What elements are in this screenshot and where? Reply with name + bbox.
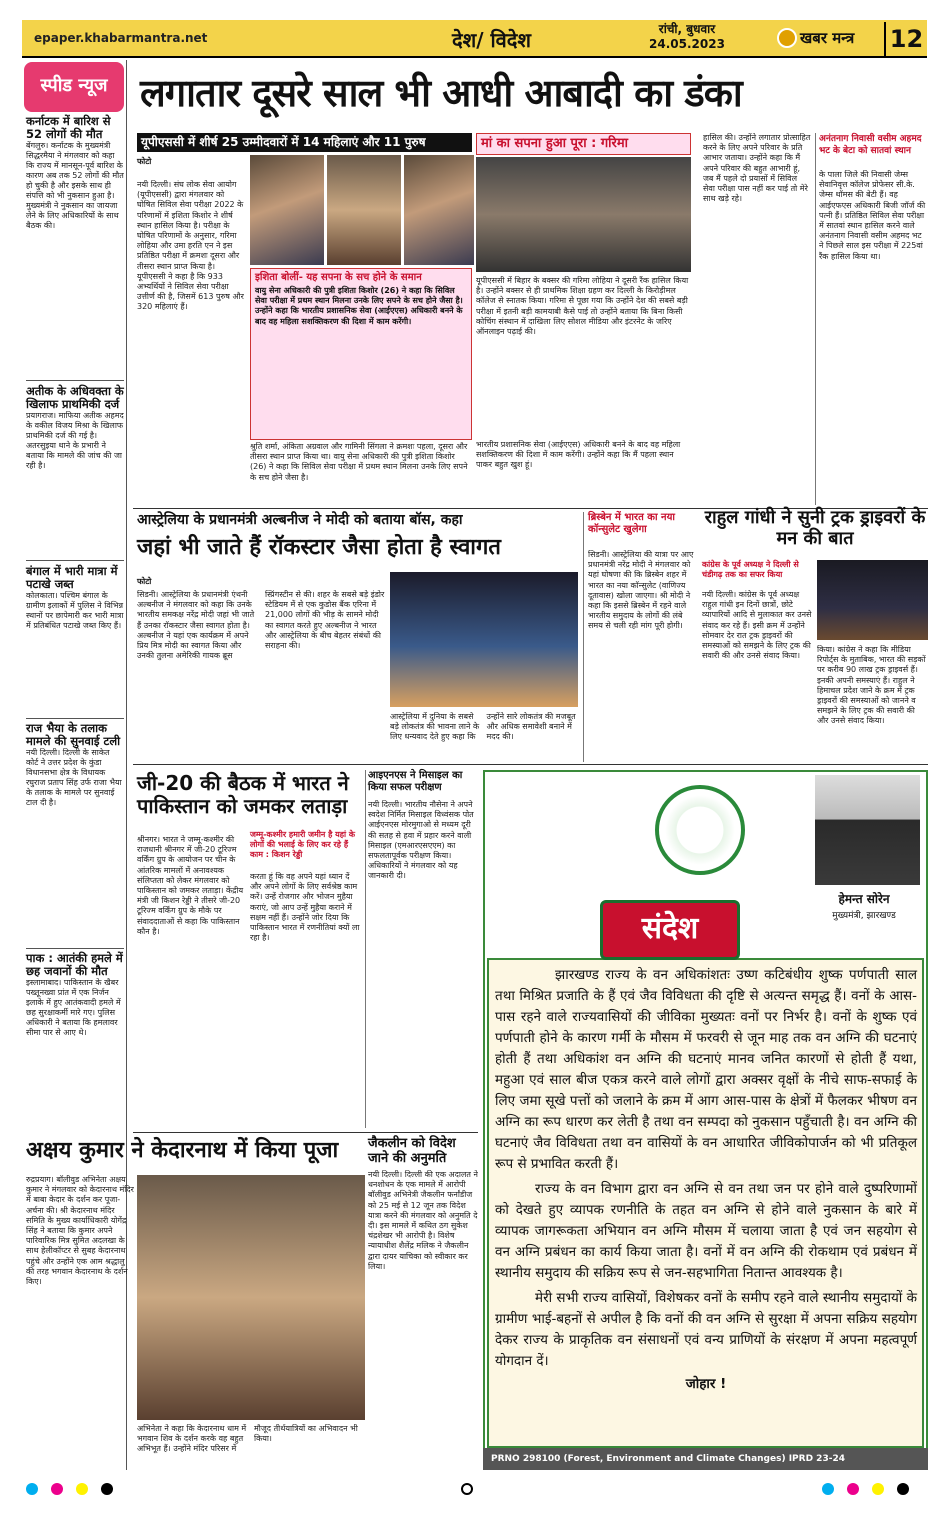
akshay-headline[interactable]: अक्षय कुमार ने केदारनाथ में किया पूजा: [26, 1138, 339, 1163]
sidebar-story-title: राज भैया के तलाक मामले की सुनवाई टली: [26, 721, 121, 748]
topper-photo-3: [404, 155, 474, 265]
modi-albanese-photo: [390, 572, 578, 707]
akshay-photo: [137, 1175, 365, 1420]
quote-title: इशिता बोलीं- यह सपना के सच होने के समान: [255, 272, 422, 283]
albanese-text: सिडनी। आस्ट्रेलिया के प्रधानमंत्री एंथनी अल्बनीज ने मंगलवार को कहा कि उनके भारतीय समकक्ष नरेंद्र मोदी जहां भी जाते हैं उनका रॉकस्टार जैसा स्वागत होता है। अल्बनीज ने यहां एक कार्यक्रम में अपने प्रिय मित्र मोदी का स्वागत किया और उनकी तुलना अमेरिकी गायक ब्रूस स्प्रिंगस्टीन से की। शहर के सबसे बड़े इंडोर स्टेडियम में से एक कुडोस बैंक एरिना में 21,000 लोगों की भीड़ के सामने मोदी का स्वागत करते हुए अल्बनीज ने भारत और आस्ट्रेलिया के बीच बेहतर संबंधों की सराहना की।: [137, 590, 385, 661]
yellow-dot-icon: [872, 1483, 884, 1495]
magenta-dot-icon: [51, 1483, 63, 1495]
rahul-text: नयी दिल्ली। कांग्रेस के पूर्व अध्यक्ष राहुल गांधी इन दिनों छात्रों, छोटे व्यापारियों आदि से मुलाकात कर उनसे संवाद कर रहे हैं। इसी क्रम में उन्होंने सोमवार देर रात ट्रक ड्राइवरों की समस्याओं को समझने के लिए ट्रक की सवारी की और उनसे संवाद किया।: [702, 590, 812, 661]
photo-label: फोटो: [137, 577, 152, 586]
brisbane-title: ब्रिस्बेन में भारत का नया कॉन्सुलेट खुलेगा: [588, 512, 675, 535]
rahul-headline[interactable]: राहुल गांधी ने सुनी ट्रक ड्राइवरों के मन की बात: [704, 507, 926, 549]
photo-label: फोटो: [137, 157, 152, 166]
rahul-text-2: किया। कांग्रेस ने कहा कि मीडिया रिपोर्ट्स के मुताबिक, भारत की सड़कों पर करीब 90 लाख ट्रक ड्राइवर्स हैं। इनकी अपनी समस्याएं हैं। राहुल ने हिमाचल प्रदेश जाने के क्रम में ट्रक ड्राइवरों की समस्याओं को जानने व समझने के लिए ट्रक की सवारी की और उनसे संवाद किया।: [817, 645, 926, 726]
message-signoff: जोहार !: [685, 1376, 727, 1392]
divider: [26, 718, 124, 719]
g20-headline[interactable]: जी-20 की बैठक में भारत ने पाकिस्तान को जमकर लताड़ा: [137, 771, 349, 818]
ins-text: नयी दिल्ली। भारतीय नौसेना ने अपने स्वदेश निर्मित मिसाइल विध्वंसक पोत आईएनएस मोरमुगाओ से मध्यम दूरी की सतह से हवा में प्रहार करने वाली मिसाइल (एमआरएसएएम) का सफलतापूर्वक परीक्षण किया। अधिकारियों ने मंगलवार को यह जानकारी दी।: [368, 800, 474, 881]
city-day: रांची, बुधवार: [658, 22, 716, 36]
brand-logo-icon: [777, 28, 797, 48]
lead-body-more: श्रुति शर्मा, अंकिता अग्रवाल और गामिनी सिंगला ने क्रमशः पहला, दूसरा और तीसरा स्थान प्राप्त किया था। वायु सेना अधिकारी की पुत्री इशिता किशोर (26) ने कहा कि सिविल सेवा परीक्षा में प्रथम स्थान मिलना उनके लिए सपने के सच होने जैसा है।: [250, 442, 468, 482]
divider: [133, 1132, 478, 1133]
jacqueline-title: जैकलीन को विदेश जाने की अनुमति: [368, 1136, 456, 1166]
dateline: [642, 22, 732, 52]
message-para-2: राज्य के वन विभाग द्वारा वन अग्नि से वन तथा जन पर होने वाले दुष्परिणामों को देखते हुए व्यापक रणनीति के तहत वन अग्नि से होने वाले नुकसान के बारे में व्यापक जागरूकता अभियान वन अग्नि मौसम में चलाया जाता है एवं जन सहयोग से वन अग्नि प्रबंधन का कार्य किया जाता है। वनों में वन अग्नि की रोकथाम एवं प्रबंधन में स्थानीय समुदाय की सक्रिय रूप से जन-सहभागिता नितान्त आवश्यक है।: [495, 1181, 917, 1281]
message-body: [495, 965, 917, 1395]
sidebar-story-text: इस्लामाबाद। पाकिस्तान के खैबर पख्तूनख्वा प्रांत में एक निर्जन इलाके में हुए आतंकवादी हमले में छह सुरक्षाकर्मी मारे गए। पुलिस अधिकारी ने बताया कि हमलावर सीमा पार से आए थे।: [26, 978, 121, 1037]
message-badge: संदेश: [600, 900, 740, 960]
minister-name: हेमन्त सोरेन: [838, 892, 890, 906]
sidebar-story-4: [26, 722, 124, 928]
divider: [583, 512, 584, 762]
message-para-3: मेरी सभी राज्य वासियों, विशेषकर वनों के समीप रहने वाले स्थानीय समुदायों के ग्रामीण भाई-बहनों से अपील है कि वनों की वन अग्नि से सुरक्षा में अपना सक्रिय सहयोग देकर राज्य के प्राकृतिक वन संसाधनों एवं वन्य प्राणियों के संरक्षण में अपना महत्वपूर्ण योगदान दें।: [495, 1290, 917, 1369]
sidebar-story-title: अतीक के अधिवक्ता के खिलाफ प्राथमिकी दर्ज: [26, 384, 124, 411]
divider: [133, 764, 928, 765]
right-top-text: हासिल की। उन्होंने लगातार प्रोत्साहित करने के लिए अपने परिवार के प्रति आभार जताया। उन्होंने कहा कि मैं अपने परिवार की बहुत आभारी हूं, जब मैं पहले दो प्रयासों में सिविल सेवा परीक्षा पास नहीं कर पाई तो मेरे साथ खड़े रहे।: [703, 133, 811, 204]
divider: [26, 380, 124, 381]
sidebar-story-title: बंगाल में भारी मात्रा में पटाखे जब्त: [26, 564, 118, 591]
ins-title: आइएनएस ने मिसाइल का किया सफल परीक्षण: [368, 770, 463, 793]
divider: [365, 770, 366, 1128]
sidebar-story-text: कोलकाता। पश्चिम बंगाल के ग्रामीण इलाकों में पुलिस ने विभिन्न स्थानों पर छापेमारी कर भारी मात्रा में प्रतिबंधित पटाखे जब्त किए हैं।: [26, 591, 124, 630]
brand-name: खबर मन्त्र: [800, 29, 855, 47]
lead-headline[interactable]: लगातार दूसरे साल भी आधी आबादी का डंका: [140, 71, 742, 115]
albanese-kicker: आस्ट्रेलिया के प्रधानमंत्री अल्बनीज ने मोदी को बताया बॉस, कहा: [137, 512, 463, 528]
lead-body: नयी दिल्ली। संघ लोक सेवा आयोग (यूपीएससी) द्वारा मंगलवार को घोषित सिविल सेवा परीक्षा 2022 के परिणामों में इशिता किशोर ने शीर्ष स्थान हासिल किया है। परीक्षा के घोषित परिणामों के अनुसार, गरिमा लोहिया और उमा हरति एन ने इस प्रतिष्ठित परीक्षा में क्रमशः दूसरा और तीसरा स्थान प्राप्त किया है। यूपीएससी ने कहा है कि 933 अभ्यर्थियों ने सिविल सेवा परीक्षा उत्तीर्ण की है, जिसमें 613 पुरुष और 320 महिलाएं हैं।: [137, 180, 244, 312]
topper-photo-1: [250, 155, 324, 265]
divider: [815, 133, 816, 505]
sidebar-story-3: [26, 565, 124, 691]
cyan-dot-icon: [26, 1483, 38, 1495]
garima-photo: [476, 157, 691, 272]
divider: [26, 560, 124, 561]
crosshair-icon: [461, 1483, 473, 1495]
akshay-text: रुद्रप्रयाग। बॉलीवुड अभिनेता अक्षय कुमार ने मंगलवार को केदारनाथ मंदिर में बाबा केदार के दर्शन कर पूजा-अर्चना की। श्री केदारनाथ मंदिर समिति के मुख्य कार्याधिकारी योगेंद्र सिंह ने बताया कि कुमार अपने पारिवारिक मित्र सुमित अदलखा के साथ हेलीकॉप्टर से सुबह केदारनाथ पहुंचे और उन्होंने एक आम श्रद्धालु की तरह भगवान केदारनाथ के दर्शन किए।: [26, 1175, 134, 1287]
print-registration-marks: [22, 1480, 927, 1498]
right-top-text-2: के पाला जिले की निवासी जेम्स सेवानिवृत्त कॉलेज प्रोफेसर सी.के. जेम्स थॉमस की बेटी हैं। वह आईएफएस अधिकारी बिजी जॉर्ज की पत्नी हैं। प्रतिष्ठित सिविल सेवा परीक्षा में सातवां स्थान हासिल करने वाले अनंतनाग निवासी वसीम अहमद भट ने पिछले साल इस परीक्षा में 225वां रैंक हासिल किया था।: [819, 170, 926, 261]
albanese-headline[interactable]: जहां भी जाते हैं रॉकस्टार जैसा होता है स्वागत: [137, 535, 501, 560]
cyan-dot-icon: [822, 1483, 834, 1495]
masthead-bar: [22, 20, 927, 58]
jacqueline-text: नयी दिल्ली। दिल्ली की एक अदालत ने धनशोधन के एक मामले में आरोपी बॉलीवुड अभिनेत्री जैकलीन फर्नांडीज को 25 मई से 12 जून तक विदेश यात्रा करने की मंगलवार को अनुमति दे दी। इस मामले में कथित ठग सुकेश चंद्रशेखर भी आरोपी है। विशेष न्यायाधीश शैलेंद्र मलिक ने जैकलीन द्वारा दायर याचिका को स्वीकार कर लिया।: [368, 1170, 478, 1271]
site-url[interactable]: epaper.khabarmantra.net: [34, 31, 208, 45]
message-para-1: झारखण्ड राज्य के वन अधिकांशतः उष्ण कटिबंधीय शुष्क पर्णपाती साल तथा मिश्रित प्रजाति के हैं एवं जैव विविधता की दृष्टि से अत्यन्त समृद्ध हैं। वनों के आस-पास रहने वाले राज्यवासियों की जीविका मुख्यतः वनों पर निर्भर है। वनों के शुष्क एवं पर्णपाती होने के कारण गर्मी के मौसम में फरवरी से जून माह तक वन अग्नि की घटनाएं होती हैं तथा अधिकांश वन अग्नि की घटनाएं मानव जनित कारणों से होती हैं यथा, महुआ एवं साल बीज एकत्र करने वाले लोगों द्वारा अक्सर वृक्षों के नीचे साफ-सफाई के लिए जमा सूखे पत्तों को जलाने के क्रम में आग आस-पास के क्षेत्रों में फैलकर भीषण वन अग्नि का रूप धारण कर लेती है तथा वन सम्पदा को नुकसान पहुँचाती है। वन अग्नि की घटनाएं जैव विविधता तथा वन वासियों के वन आधारित जीविकोपार्जन को भी प्रतिकूल रूप से प्रभावित करती हैं।: [495, 967, 917, 1172]
quote-text: वायु सेना अधिकारी की पुत्री इशिता किशोर (26) ने कहा कि सिविल सेवा परीक्षा में प्रथम स्थान मिलना उनके लिए सपने के सच होने जैसा है। उन्होंने कहा कि भारतीय प्रशासनिक सेवा (आईएएस) अधिकारी बनने के बाद वह महिला सशक्तिकरण की दिशा में काम करेंगी।: [255, 286, 463, 326]
jharkhand-emblem-icon: [655, 785, 745, 875]
brisbane-text: सिडनी। आस्ट्रेलिया की यात्रा पर आए प्रधानमंत्री नरेंद्र मोदी ने मंगलवार को यहां घोषणा की कि ब्रिस्बेन शहर में भारत का नया कॉन्सुलेट (वाणिज्य दूतावास) खोला जाएगा। श्री मोदी ने कहा कि इससे ब्रिस्बेन में रहने वाले भारतीय समुदाय के लोगों की लंबे समय से चली रही मांग पूरी होगी।: [588, 550, 694, 631]
speed-news-badge: स्पीड न्यूज: [24, 62, 124, 112]
yellow-dot-icon: [76, 1483, 88, 1495]
garima-title[interactable]: मां का सपना हुआ पूरा : गरिमा: [476, 133, 691, 155]
g20-quote: जम्मू-कश्मीर हमारी जमीन है यहां के लोगों की भलाई के लिए कर रहे हैं काम : किशन रेड्डी: [250, 830, 356, 859]
sidebar-story-text: नयी दिल्ली। दिल्ली के साकेत कोर्ट ने उत्तर प्रदेश के कुंडा विधानसभा क्षेत्र के विधायक रघुराज प्रताप सिंह उर्फ राजा भैया के तलाक के मामले पर सुनवाई टाल दी है।: [26, 748, 122, 807]
black-dot-icon: [101, 1483, 113, 1495]
sidebar-story-5: [26, 952, 124, 1158]
sidebar-story-title: कर्नाटक में बारिश से 52 लोगों की मौत: [26, 114, 111, 141]
magenta-dot-icon: [847, 1483, 859, 1495]
garima-text: यूपीएससी में बिहार के बक्सर की गरिमा लोहिया ने दूसरी रैंक हासिल किया है। उन्होंने बक्सर से ही प्राथमिक शिक्षा ग्रहण कर दिल्ली के किरोड़ीमल कॉलेज से स्नातक किया। गरिमा से पूछा गया कि उन्होंने देश की सबसे बड़ी परीक्षा में इतनी बड़ी कामयाबी कैसे पाई तो उन्होंने बताया कि बिना किसी कोचिंग संस्थान में दाखिला लिए सोशल मीडिया और इंटरनेट के जरिए ऑनलाइन पढ़ाई की।: [476, 276, 689, 337]
section-title: देश/ विदेश: [452, 28, 532, 52]
rahul-photo: [817, 560, 928, 640]
divider: [26, 948, 124, 949]
g20-text-2: करता हूं कि वह अपने यहां ध्यान दें और अपने लोगों के लिए सर्वश्रेष्ठ काम करें। उन्हें रोजगार और भोजन मुहैया कराएं, जो आप उन्हें मुहैया कराने में सक्षम नहीं हैं। उन्होंने जोर दिया कि पाकिस्तान भारत में रणनीतियां क्यों ला रहा है।: [250, 872, 360, 943]
ad-footer: PRNO 298100 (Forest, Environment and Climate Changes) IPRD 23-24: [483, 1448, 928, 1470]
sidebar-story-1: [26, 115, 124, 371]
right-top-title: अनंतनाग निवासी वसीम अहमद भट के बेटा को सातवां स्थान: [819, 134, 922, 156]
garima-text-2: भारतीय प्रशासनिक सेवा (आईएएस) अधिकारी बनने के बाद वह महिला सशक्तिकरण की दिशा में काम करेंगी। उन्होंने कहा कि मैं पहला स्थान पाकर बहुत खुश हूं।: [476, 440, 681, 470]
minister-title: मुख्यमंत्री, झारखण्ड: [832, 911, 896, 921]
black-dot-icon: [897, 1483, 909, 1495]
akshay-caption: अभिनेता ने कहा कि केदारनाथ धाम में भगवान शिव के दर्शन करके वह बहुत अभिभूत हैं। उन्होंने मंदिर परिसर में मौजूद तीर्थयात्रियों का अभिवादन भी किया।: [137, 1424, 358, 1454]
topper-photo-2: [327, 155, 401, 265]
minister-photo: [815, 775, 920, 885]
rahul-kicker: कांग्रेस के पूर्व अध्यक्ष ने दिल्ली से चंडीगढ़ तक का सफर किया: [702, 560, 799, 579]
sidebar-story-text: प्रयागराज। माफिया अतीक अहमद के वकील विजय मिश्रा के खिलाफ प्राथमिकी दर्ज की गई है। अतरसुइया थाने के प्रभारी ने बताया कि मामले की जांच की जा रही है।: [26, 411, 124, 470]
g20-text: श्रीनगर। भारत ने जम्मू-कश्मीर की राजधानी श्रीनगर में जी-20 टूरिज्म वर्किंग ग्रुप के आयोजन पर चीन के आंतरिक मामलों में अनावश्यक संलिप्तता को लेकर मंगलवार को पाकिस्तान को जमकर लताड़ा। केंद्रीय मंत्री जी किशन रेड्डी ने तीसरे जी-20 टूरिज्म वर्किंग ग्रुप के मौके पर संवाददाताओं से कहा कि पाकिस्तान कौन है।: [137, 835, 244, 936]
sidebar-story-text: बेंगलुरु। कर्नाटक के मुख्यमंत्री सिद्धरमैया ने मंगलवार को कहा कि राज्य में मानसून-पूर्व बारिश के कारण अब तक 52 लोगों की मौत हो चुकी है और इसके साथ ही संपत्ति को भी नुकसान हुआ है। मुख्यमंत्री ने नुकसान का जायजा लेने के लिए अधिकारियों के साथ बैठक की।: [26, 141, 124, 230]
sidebar-story-title: पाक : आतंकी हमले में छह जवानों की मौत: [26, 951, 123, 978]
lead-strap: यूपीएससी में शीर्ष 25 उम्मीदवारों में 14 महिलाएं और 11 पुरुष: [137, 133, 472, 152]
albanese-caption: आस्ट्रेलिया में दुनिया के सबसे बड़े लोकतंत्र की भावना लाने के लिए धन्यवाद देते हुए कहा कि उन्होंने सारे लोकतंत्र की मजबूत और अधिक समावेशी बनाने में मदद की।: [390, 712, 576, 742]
sidebar-story-2: [26, 385, 124, 536]
quote-box: [250, 268, 472, 440]
date: 24.05.2023: [649, 37, 725, 51]
page-number: 12: [884, 22, 927, 56]
